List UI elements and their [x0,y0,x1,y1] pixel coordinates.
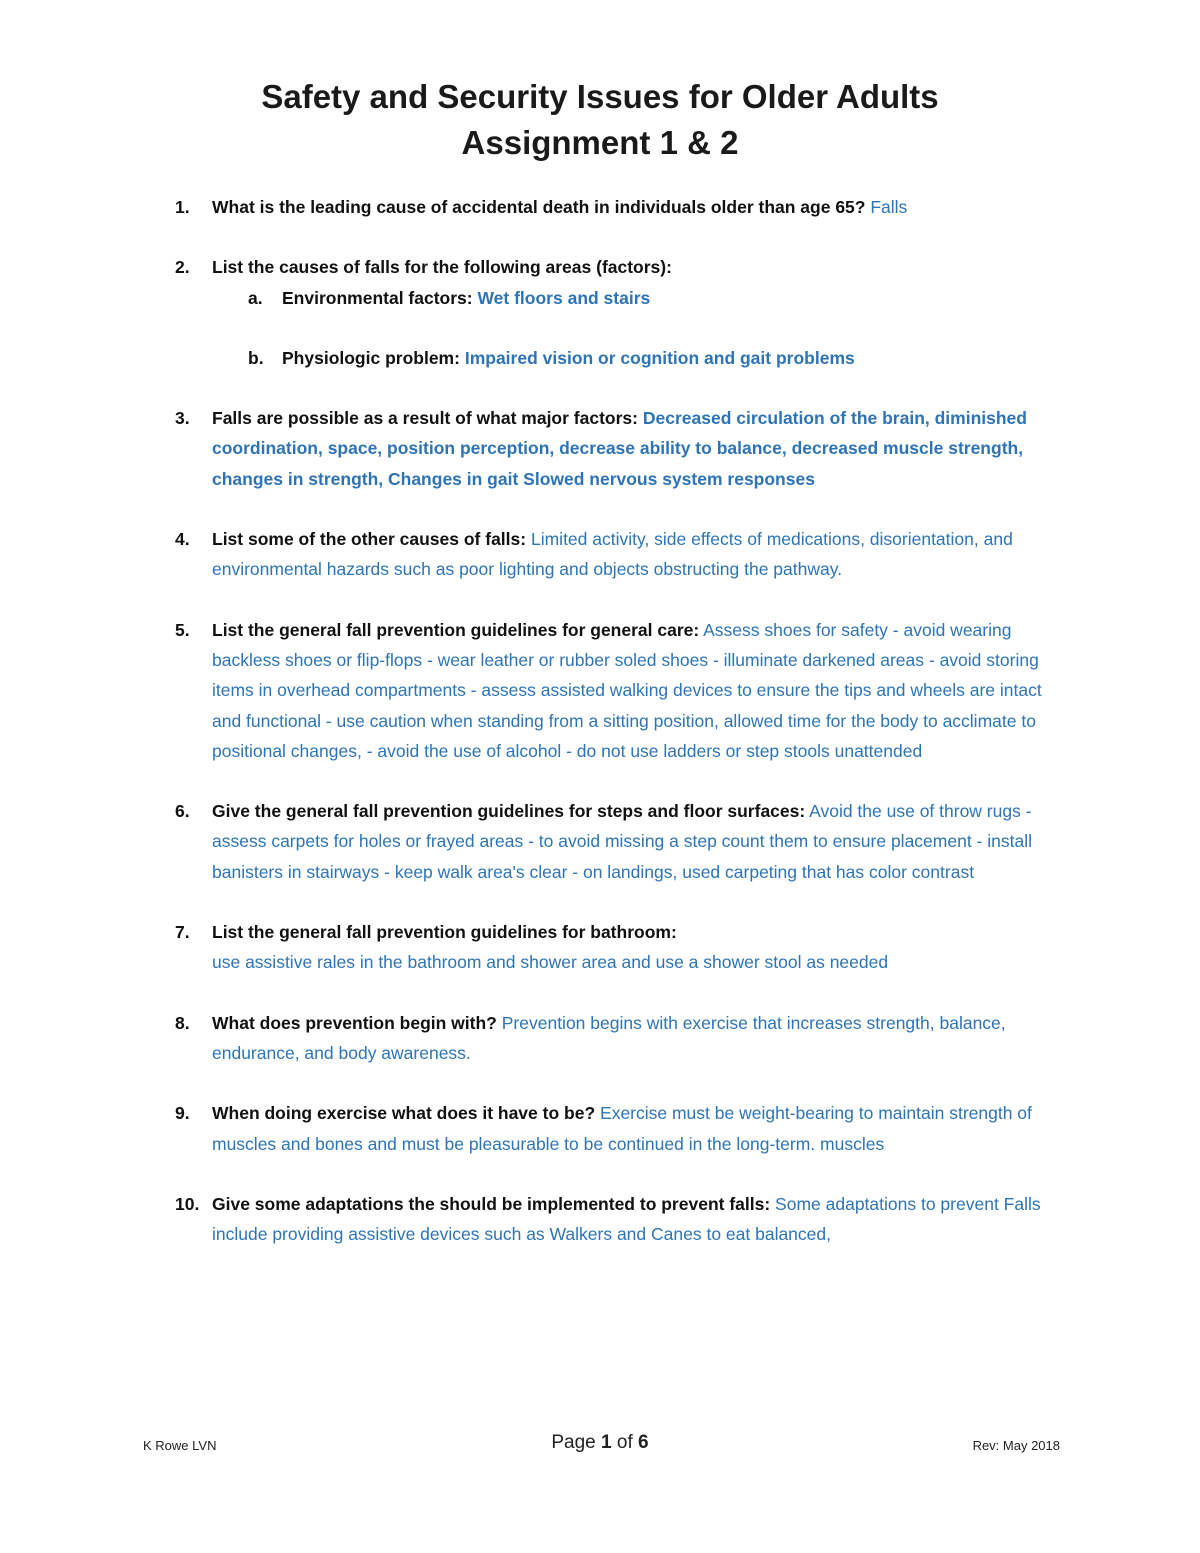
subitem-letter: b. [248,347,264,368]
of-word: of [616,1432,633,1453]
question-number: 2. [175,257,190,278]
page-footer [0,1432,1200,1462]
question-text: Give some adaptations the should be implemented to prevent falls: [212,1193,771,1214]
answer-text: Avoid the use of throw rugs - assess carpets for holes or frayed areas - to avoid missing a step count them to ensure placement - install banisters in stairways - keep walk area's clear - on landings, used carpeting that has color contrast [212,801,1032,882]
question-number: 10. [175,1193,200,1214]
question-item-1 [165,192,1065,222]
question-number: 9. [175,1103,190,1124]
question-number: 6. [175,801,190,822]
question-item-6 [165,796,1065,887]
subitem-letter: a. [248,287,263,308]
answer-text: Assess shoes for safety - avoid wearing backless shoes or flip-flops - wear leather or rubber soled shoes - illuminate darkened areas - avoid storing items in overhead compartments - assess assisted walking devices to ensure the tips and wheels are intact and functional - use caution when standing from a sitting position, allowed time for the body to acclimate to positional changes, - avoid the use of alcohol - do not use ladders or step stools unattended [212,619,1042,761]
question-text: What is the leading cause of accidental death in individuals older than age 65? [212,197,866,217]
subitem-label: Environmental factors: [282,287,473,308]
question-number: 5. [175,619,190,640]
question-item-4 [165,524,1065,585]
answer-text: Falls [870,197,908,217]
page-word: Page [551,1432,596,1453]
page-total: 6 [638,1432,649,1453]
document-title [0,74,1200,166]
answer-text: Decreased circulation of the brain, diminished coordination, space, position perception, decrease ability to balance, decreased muscle strength, changes in strength, Changes in gait Slowed nervous system responses [212,408,1027,489]
subitem-label: Physiologic problem: [282,347,460,368]
title-line-2: Assignment 1 & 2 [461,124,739,161]
question-text: When doing exercise what does it have to be? [212,1103,596,1124]
question-text: Give the general fall prevention guidelines for steps and floor surfaces: [212,801,806,822]
question-item-2 [165,252,1065,373]
question-text: List some of the other causes of falls: [212,529,527,550]
subitem-answer: Impaired vision or cognition and gait problems [464,347,855,368]
answer-text: Exercise must be weight-bearing to maintain strength of muscles and bones and must be pleasurable to be continued in the long-term. muscles [212,1103,1032,1154]
question-number: 3. [175,408,190,429]
question-number: 4. [175,529,190,550]
question-text: Falls are possible as a result of what major factors: [212,408,638,429]
question-text: List the general fall prevention guidelines for general care: [212,619,700,640]
question-item-9 [165,1098,1065,1159]
subitem-b [212,343,1065,373]
question-number: 8. [175,1012,190,1033]
answer-text: Limited activity, side effects of medications, disorientation, and environmental hazards such as poor lighting and objects obstructing the pathway. [212,529,1013,580]
question-number: 1. [175,197,190,217]
question-list [165,192,1065,1279]
footer-revision: Rev: May 2018 [972,1438,1060,1453]
question-item-7 [165,917,1065,978]
answer-text: Some adaptations to prevent Falls include providing assistive devices such as Walkers and Canes to eat balanced, [212,1193,1041,1245]
question-text: List the causes of falls for the following areas (factors): [212,257,672,278]
question-item-10 [165,1189,1065,1250]
answer-text: Prevention begins with exercise that increases strength, balance, endurance, and body awareness. [212,1012,1006,1063]
question-text: List the general fall prevention guidelines for bathroom: [212,922,677,943]
footer-author: K Rowe LVN [143,1438,217,1453]
subitem-a [212,283,1065,313]
title-line-1: Safety and Security Issues for Older Adults [261,78,939,115]
question-item-3 [165,403,1065,494]
question-item-8 [165,1008,1065,1069]
question-item-5 [165,615,1065,766]
subitem-answer: Wet floors and stairs [477,287,651,308]
question-text: What does prevention begin with? [212,1012,497,1033]
question-number: 7. [175,922,190,943]
page-current: 1 [601,1432,612,1453]
answer-text: use assistive rales in the bathroom and shower area and use a shower stool as needed [212,952,889,973]
